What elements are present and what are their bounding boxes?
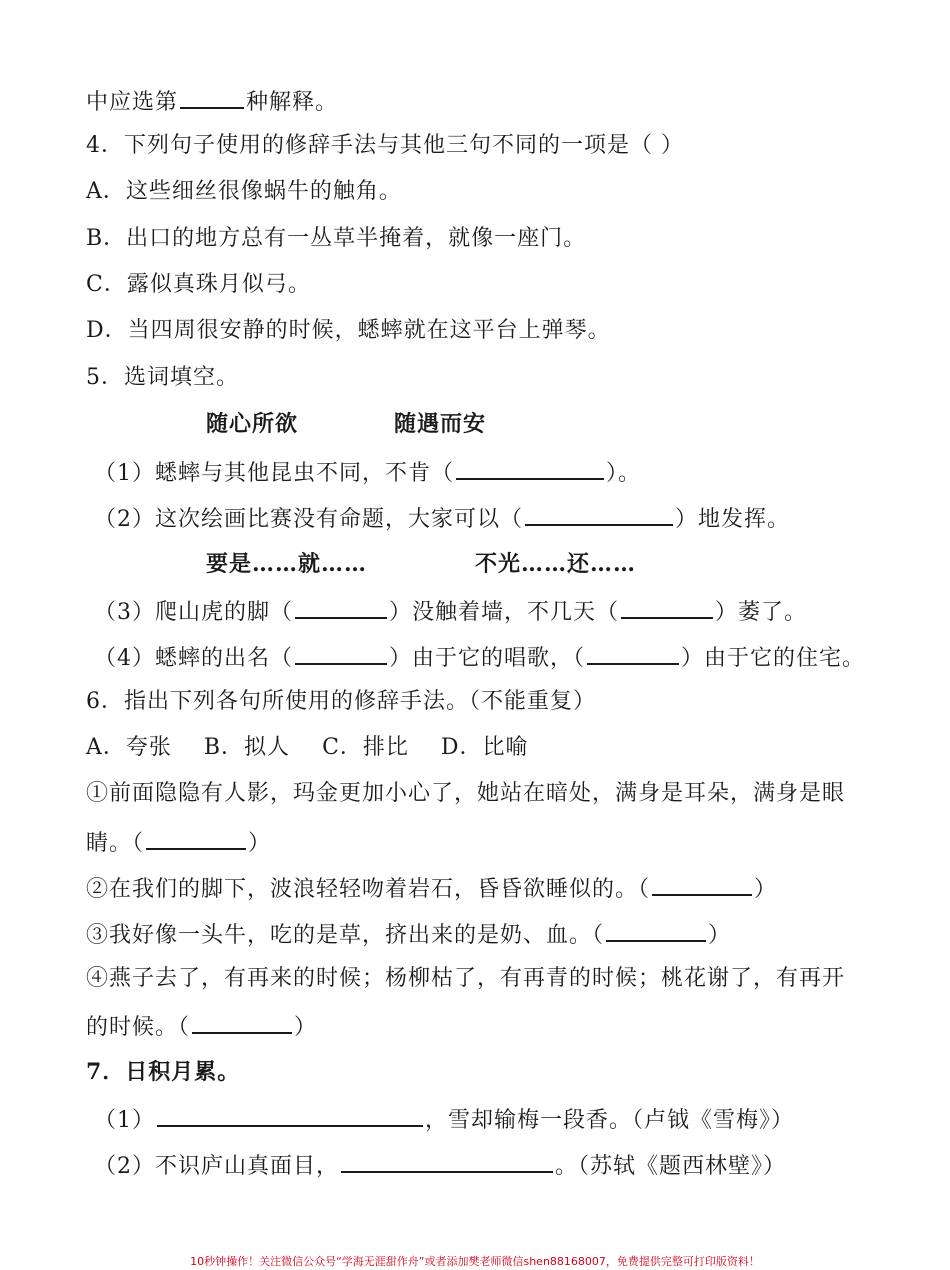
q5-word-group-1 [206,409,486,439]
q6-option-c: C．排比 [322,735,409,760]
q6-s2-blank[interactable] [652,872,752,896]
q5-item-4-blank-2[interactable] [587,641,679,665]
q5-item-1-before: （1）蟋蟀与其他昆虫不同，不肯（ [94,461,454,486]
q5-word-4: 不光……还…… [475,551,637,577]
q5-item-4-a: （4）蟋蟀的出名（ [94,646,293,671]
q6-sentence-1-line-1: ①前面隐隐有人影，玛金更加小心了，她站在暗处，满身是耳朵，满身是眼 [86,781,846,806]
q5-item-3-b: ）没触着墙，不几天（ [389,600,620,625]
q5-item-3-blank-2[interactable] [621,595,713,619]
q5-item-2-blank[interactable] [525,502,673,526]
question-3-tail [86,85,338,118]
q5-item-1-blank[interactable] [456,456,604,480]
q6-s2-text: ②在我们的脚下，波浪轻轻吻着岩石，昏昏欲睡似的。（ [86,877,651,902]
q3-text-before: 中应选第 [86,90,179,115]
q5-word-1: 随心所欲 [206,411,299,437]
q6-option-a: A．夸张 [86,735,172,760]
question-4-stem: 4．下列句子使用的修辞手法与其他三句不同的一项是（ ） [86,133,684,158]
q7-item-1-after: ，雪却输梅一段香。（卢钺《雪梅》） [425,1108,795,1133]
q6-s3-blank[interactable] [606,918,706,942]
q5-item-1 [94,456,641,489]
q5-item-3-blank-1[interactable] [295,595,387,619]
q5-item-3-a: （3）爬山虎的脚（ [94,600,293,625]
q4-option-a: A．这些细丝很像蜗牛的触角。 [86,179,402,204]
q5-item-3 [94,595,807,628]
q4-option-b: B．出口的地方总有一丛草半掩着，就像一座门。 [86,226,587,251]
q7-item-1-before: （1） [94,1108,155,1133]
q5-item-2-before: （2）这次绘画比赛没有命题，大家可以（ [94,507,523,532]
q6-option-d: D．比喻 [440,735,529,760]
q5-item-2-after: ）地发挥。 [675,507,791,532]
q6-s1-text: 睛。（ [86,831,145,856]
q6-s4-text: 的时候。（ [86,1015,191,1040]
q6-sentence-4-line-2 [86,1010,317,1043]
q5-item-2 [94,502,790,535]
q6-s1-close: ） [248,831,272,856]
q4-option-c: C．露似真珠月似弓。 [86,272,311,297]
q6-option-b: B．拟人 [203,735,291,760]
q5-item-4 [94,641,865,674]
q5-item-4-blank-1[interactable] [295,641,387,665]
q6-s2-close: ） [754,877,778,902]
q7-item-1 [94,1103,794,1136]
q3-blank[interactable] [180,85,244,109]
q6-sentence-4-line-1: ④燕子去了，有再来的时候；杨柳枯了，有再青的时候；桃花谢了，有再开 [86,966,846,991]
q4-option-d: D．当四周很安静的时候，蟋蟀就在这平台上弹琴。 [86,318,611,343]
q5-word-2: 随遇而安 [394,411,487,437]
q7-item-2-before: （2）不识庐山真面目， [94,1154,339,1179]
q6-s4-close: ） [294,1015,318,1040]
q6-sentence-1-line-2 [86,826,271,859]
q5-item-4-b: ）由于它的唱歌，（ [389,646,586,671]
q6-sentence-2 [86,872,777,905]
q5-item-1-after: ）。 [606,461,642,486]
question-6-stem: 6．指出下列各句所使用的修辞手法。（不能重复） [86,689,596,714]
footer-promo-text: 10秒钟操作！关注微信公众号“学海无涯甜作舟”或者添加樊老师微信shen88168007，免费提供完整可打印版资料！ [190,1255,760,1268]
question-7-stem: 7．日积月累。 [86,1059,241,1085]
q6-s3-text: ③我好像一头牛，吃的是草，挤出来的是奶、血。（ [86,923,605,948]
q6-sentence-3 [86,918,731,951]
q6-options [86,733,529,763]
q6-s4-blank[interactable] [192,1010,292,1034]
question-5-stem: 5．选词填空。 [86,365,239,390]
q7-item-1-blank[interactable] [157,1103,423,1127]
q7-item-2-blank[interactable] [341,1149,553,1173]
q5-item-4-c: ）由于它的住宅。 [681,646,866,671]
q6-s1-blank[interactable] [146,826,246,850]
q5-item-3-c: ）萎了。 [715,600,808,625]
q7-item-2 [94,1149,786,1182]
q7-item-2-after: 。（苏轼《题西林壁》） [555,1154,787,1179]
q6-s3-close: ） [708,923,732,948]
q3-text-after: 种解释。 [246,90,339,115]
q5-word-group-2 [206,549,636,579]
q5-word-3: 要是……就…… [206,551,368,577]
